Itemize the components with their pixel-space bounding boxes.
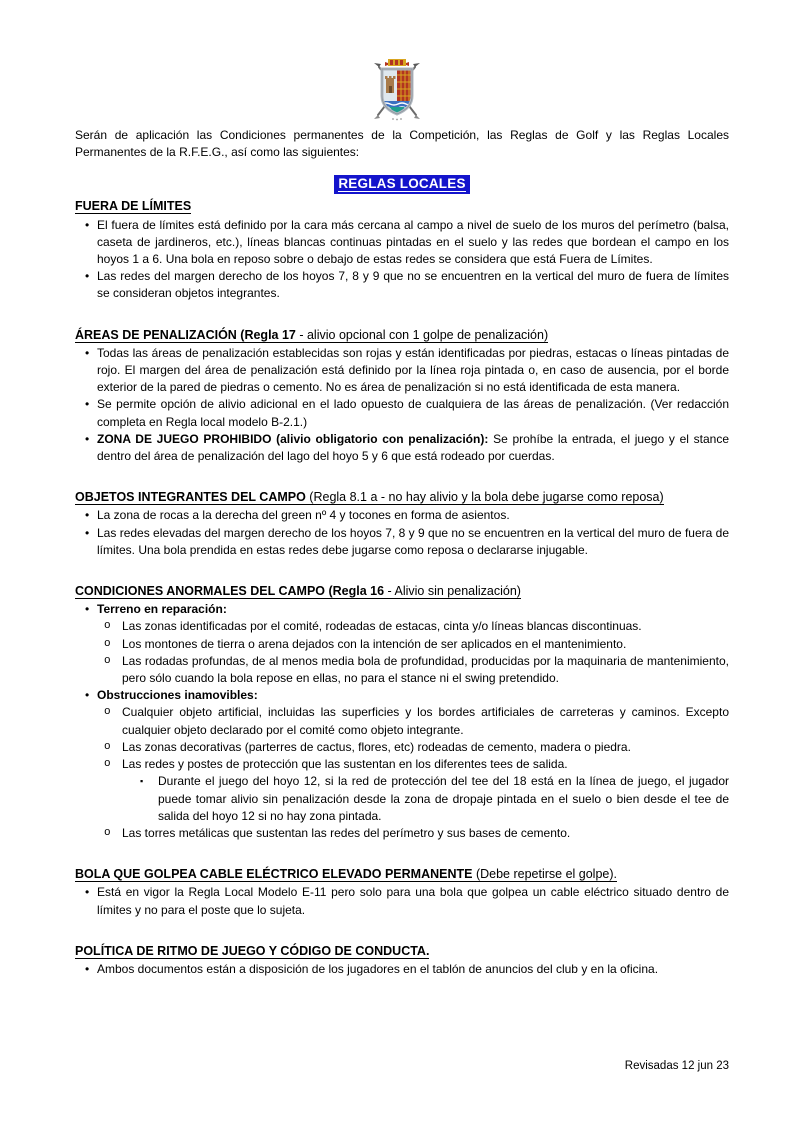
sub-bullet-item — [75, 704, 729, 738]
section-heading-bold: CONDICIONES ANORMALES DEL CAMPO (Regla 16 — [75, 584, 385, 599]
bullet-marker: o — [104, 637, 111, 650]
bullet-marker: • — [85, 345, 90, 360]
bullet-text — [97, 601, 729, 618]
section — [75, 943, 729, 978]
bullet-text — [97, 687, 729, 704]
bullet-marker: • — [85, 269, 90, 284]
bullet-text — [122, 704, 729, 738]
bullet-item — [75, 268, 729, 302]
sub-bullet-item — [75, 773, 729, 825]
bullet-lead: Terreno en reparación: — [97, 602, 227, 617]
bullet-item — [75, 525, 729, 559]
section-heading-note: - alivio opcional con 1 golpe de penalización) — [295, 327, 549, 342]
bullet-text — [122, 739, 729, 756]
golf-club-crest-icon — [368, 56, 426, 122]
section-heading-bold: ÁREAS DE PENALIZACIÓN (Regla 17 — [75, 327, 296, 342]
bullet-body: Las torres metálicas que sustentan las redes del perímetro y sus bases de cemento. — [122, 825, 571, 840]
section — [75, 327, 729, 466]
section-heading-bold: OBJETOS INTEGRANTES DEL CAMPO — [75, 490, 306, 505]
bullet-text — [158, 773, 729, 825]
bullet-item — [75, 687, 729, 704]
section — [75, 866, 729, 919]
bullet-marker: • — [85, 961, 90, 976]
section — [75, 198, 729, 302]
bullet-marker: • — [85, 397, 90, 412]
bullet-marker: • — [85, 525, 90, 540]
bullet-body: Se permite opción de alivio adicional en el lado opuesto de cualquiera de las áreas de penalización. (Ver redacción completa en Regla local modelo B-2.1.) — [97, 397, 729, 429]
bullet-text — [97, 396, 729, 430]
bullet-body: Las zonas identificadas por el comité, rodeadas de estacas, cinta y/o líneas blancas discontinuas. — [122, 619, 642, 634]
bullet-lead: ZONA DE JUEGO PROHIBIDO (alivio obligatorio con penalización): — [97, 431, 489, 446]
sub-bullet-item — [75, 618, 729, 635]
sub-bullet-item — [75, 825, 729, 842]
section-heading — [75, 489, 729, 506]
bullet-item — [75, 431, 729, 465]
sub-bullet-item — [75, 653, 729, 687]
bullet-body: El fuera de límites está definido por la cara más cercana al campo a nivel de suelo de los muros del perímetro (balsa, caseta de jardineros, etc.), líneas blancas continuas pintadas en el suelo y las redes que bordean el campo en los hoyos 1 a 6. Una bola en reposo sobre o debajo de estas redes se considera que está Fuera de Límites. — [97, 217, 729, 267]
bullet-marker: o — [104, 740, 111, 753]
section-heading — [75, 866, 729, 883]
bullet-text — [122, 636, 729, 653]
section-heading-bold: BOLA QUE GOLPEA CABLE ELÉCTRICO ELEVADO PERMANENTE — [75, 867, 473, 882]
bullet-body: Las rodadas profundas, de al menos media bola de profundidad, producidas por la maquinaria de mantenimiento, pero sólo cuando la bola repose en ellas, no para el stance ni el swing pretendido. — [122, 653, 729, 686]
bullet-item — [75, 601, 729, 618]
bullet-marker: • — [85, 602, 90, 617]
bullet-body: Ambos documentos están a disposición de los jugadores en el tablón de anuncios del club y en la oficina. — [97, 961, 659, 976]
revision-note: Revisadas 12 jun 23 — [624, 1060, 729, 1072]
section-heading-bold: POLÍTICA DE RITMO DE JUEGO Y CÓDIGO DE CONDUCTA. — [75, 943, 430, 958]
bullet-text — [97, 507, 729, 524]
bullet-text — [122, 653, 729, 687]
bullet-marker: o — [104, 758, 111, 771]
bullet-marker: • — [85, 688, 90, 703]
bullet-item — [75, 961, 729, 978]
sub-bullet-item — [75, 739, 729, 756]
section-heading — [75, 327, 729, 344]
bullet-body: Las redes del margen derecho de los hoyos 7, 8 y 9 que no se encuentren en la vertical del muro de fuera de límites se consideran objetos integrantes. — [97, 269, 729, 301]
bullet-marker: o — [104, 826, 111, 839]
title-row — [75, 175, 729, 194]
section-heading — [75, 943, 729, 960]
bullet-lead: Obstrucciones inamovibles: — [97, 688, 258, 703]
bullet-item — [75, 345, 729, 397]
bullet-body: Todas las áreas de penalización establecidas son rojas y están identificadas por piedras, estacas o líneas pintadas de rojo. El margen del área de penalización está definido por la línea roja pintada o, en caso de ausencia, por el borde exterior de la pared de piedras o cemento. No es área de penalización si no está identificada de esta manera. — [97, 345, 729, 395]
bullet-text — [97, 345, 729, 397]
bullet-body: Las zonas decorativas (parterres de cactus, flores, etc) rodeadas de cemento, madera o piedra. — [122, 739, 631, 754]
bullet-marker: o — [104, 620, 111, 633]
bullet-item — [75, 507, 729, 524]
bullet-body: Cualquier objeto artificial, incluidas las superficies y los bordes artificiales de carreteras y caminos. Excepto cualquier objeto declarado por el comité como objeto integrante. — [122, 705, 729, 737]
bullet-marker: • — [85, 508, 90, 523]
section-heading — [75, 583, 729, 600]
intro-paragraph: Serán de aplicación las Condiciones permanentes de la Competición, las Reglas de Golf y las Reglas Locales Permanentes de la R.F.E.G., así como las siguientes: — [75, 128, 729, 160]
club-crest-logo — [368, 56, 426, 122]
bullet-item — [75, 217, 729, 269]
document-title: REGLAS LOCALES — [334, 175, 469, 194]
bullet-body: Durante el juego del hoyo 12, si la red de protección del tee del 18 está en la línea de juego, el jugador puede tomar alivio sin penalización desde la zona de dropaje pintada en el suelo o bien desde el tee de salida del hoyo 12 si no hay zona pintada. — [158, 774, 729, 823]
section — [75, 489, 729, 559]
bullet-body: Las redes elevadas del margen derecho de los hoyos 7, 8 y 9 que no se encuentren en la vertical del muro de fuera de límites. Una bola prendida en estas redes debe jugarse como reposa o declararse injugable. — [97, 525, 729, 557]
bullet-marker: o — [104, 706, 111, 719]
bullet-body: La zona de rocas a la derecha del green nº 4 y tocones en forma de asientos. — [97, 508, 510, 523]
section-heading-note: (Regla 8.1 a - no hay alivio y la bola debe jugarse como reposa) — [305, 490, 664, 505]
bullet-text — [122, 825, 729, 842]
bullet-text — [97, 268, 729, 302]
bullet-marker: • — [85, 431, 90, 446]
bullet-text — [97, 217, 729, 269]
bullet-body: Se prohíbe la entrada, el juego y el stance dentro del área de penalización del lago del hoyo 5 y 6 que está rodeado por cuerdas. — [97, 431, 729, 464]
bullet-text — [97, 961, 729, 978]
bullet-text — [97, 884, 729, 918]
sections-container — [75, 198, 729, 978]
bullet-text — [122, 618, 729, 635]
bullet-body: Las redes y postes de protección que las sustentan en los diferentes tees de salida. — [122, 757, 568, 772]
bullet-text — [122, 756, 729, 773]
section-heading-bold: FUERA DE LÍMITES — [75, 199, 192, 214]
bullet-item — [75, 884, 729, 918]
bullet-body: Los montones de tierra o arena dejados con la intención de ser aplicados en el mantenimiento. — [122, 636, 627, 651]
bullet-item — [75, 396, 729, 430]
section — [75, 583, 729, 842]
sub-bullet-item — [75, 636, 729, 653]
bullet-marker: ▪ — [140, 776, 144, 787]
bullet-body: Está en vigor la Regla Local Modelo E-11 pero solo para una bola que golpea un cable eléctrico situado dentro de límites y no para el poste que lo sujeta. — [97, 885, 729, 917]
bullet-marker: • — [85, 217, 90, 232]
bullet-marker: • — [85, 885, 90, 900]
bullet-text — [97, 525, 729, 559]
sub-bullet-item — [75, 756, 729, 773]
section-heading-note: (Debe repetirse el golpe). — [472, 867, 618, 882]
bullet-text — [97, 431, 729, 465]
section-heading — [75, 198, 729, 215]
section-heading-note: - Alivio sin penalización) — [384, 584, 521, 599]
bullet-marker: o — [104, 654, 111, 667]
